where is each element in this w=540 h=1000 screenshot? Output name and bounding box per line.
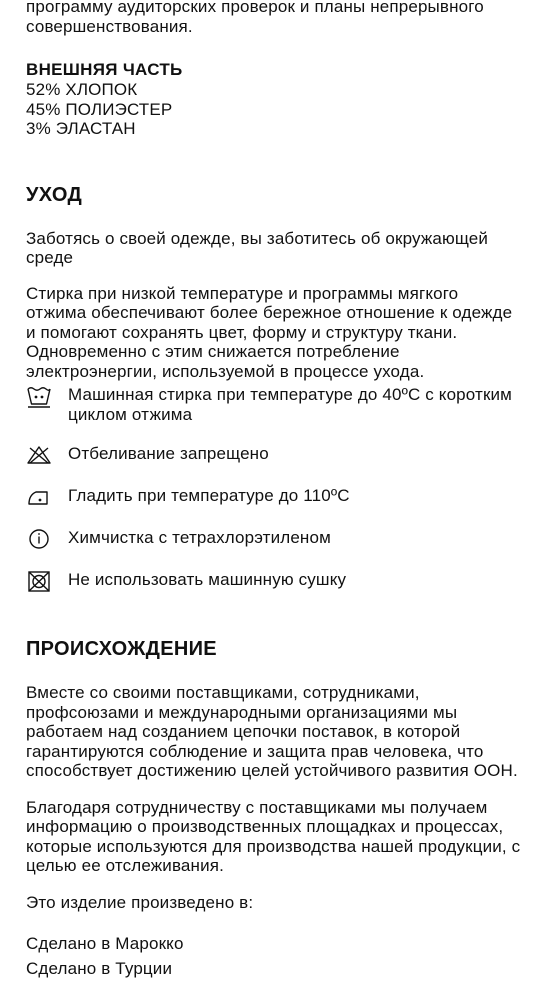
care-instruction (26, 569, 521, 595)
care-instruction (26, 384, 521, 428)
care-instruction (26, 485, 521, 511)
origin-paragraph: Вместе со своими поставщиками, сотрудниками, профсоюзами и международными организациями мы работаем над созданием цепочки поставок, в которой гарантируются соблюдение и защита прав человека, что способствует достижению целей устойчивого развития ООН. (26, 683, 518, 780)
care-instruction-text: Машинная стирка при температуре до 40ºC с коротким циклом отжима (68, 385, 513, 424)
no-bleach-icon (26, 443, 54, 467)
country-of-origin: Сделано в Турции (26, 958, 173, 978)
care-paragraph: Заботясь о своей одежде, вы заботитесь об окружающей среде (26, 228, 489, 267)
made-in-label: Это изделие произведено в: (26, 892, 254, 912)
dry-clean-tetrachloroethylene-icon (26, 527, 54, 551)
care-instruction-text: Отбеливание запрещено (68, 444, 269, 463)
composition-item: 52% ХЛОПОК (26, 80, 138, 99)
intro-text: программу аудиторских проверок и планы непрерывного совершенствования. (26, 0, 484, 36)
origin-title: ПРОИСХОЖДЕНИЕ (26, 638, 217, 660)
composition-title: ВНЕШНЯЯ ЧАСТЬ (26, 60, 183, 79)
composition-section (26, 60, 521, 139)
care-instruction (26, 527, 521, 553)
country-of-origin: Сделано в Марокко (26, 934, 184, 953)
care-instruction-text: Гладить при температуре до 110ºC (68, 486, 350, 505)
no-tumble-dry-icon (26, 569, 54, 593)
care-paragraph: Стирка при низкой температуре и программы мягкого отжима обеспечивают более бережное отношение к одежде и помогают сохранять цвет, форму и структуру ткани. Одновременно с этим снижается потребление электроэнергии, используемой в процессе ухода. (26, 283, 513, 381)
iron-110-icon (26, 485, 54, 509)
origin-paragraph: Благодаря сотрудничеству с поставщиками мы получаем информацию о производственных площадках и процессах, которые используются для производства нашей продукции, с целью ее отслеживания. (26, 797, 521, 875)
machine-wash-40-icon (26, 384, 54, 408)
care-instruction-text: Не использовать машинную сушку (68, 570, 347, 589)
care-instructions-list (26, 384, 521, 595)
product-details-page (26, 0, 521, 983)
composition-item: 3% ЭЛАСТАН (26, 119, 136, 138)
care-instruction-text: Химчистка с тетрахлорэтиленом (68, 528, 331, 547)
composition-item: 45% ПОЛИЭСТЕР (26, 99, 173, 119)
care-instruction (26, 443, 521, 469)
care-title: УХОД (26, 183, 83, 206)
